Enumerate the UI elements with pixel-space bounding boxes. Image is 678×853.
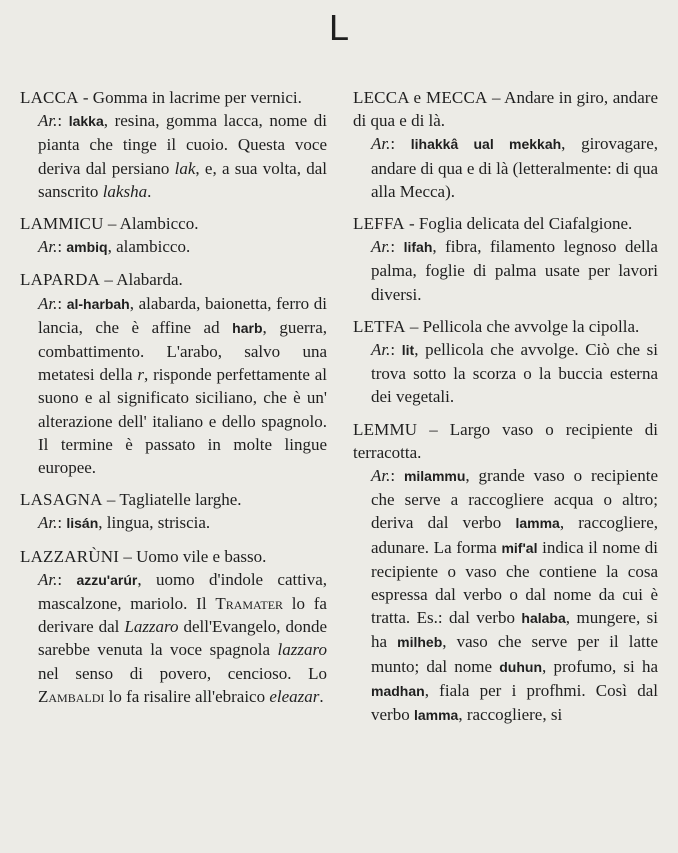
- definition: Andare in giro, andare di qua e di là.: [353, 88, 659, 131]
- arabic-term: harb: [232, 319, 263, 336]
- label-ar: Ar.: [371, 340, 391, 360]
- label-ar: Ar.: [371, 237, 391, 257]
- label-ar: Ar.: [38, 111, 58, 131]
- body-text: .: [147, 181, 152, 201]
- author-name: Zambaldi: [38, 686, 105, 706]
- entry-heading-line: [20, 86, 327, 109]
- definition: Alabarda.: [116, 270, 183, 290]
- italic-term: eleazar: [269, 686, 320, 706]
- body-text: , fiala per i profhmi. Così dal verbo: [371, 680, 658, 725]
- definition: Gomma in lacrime per vernici.: [92, 88, 302, 107]
- entry-heading-line: [353, 315, 658, 338]
- italic-term: r: [137, 365, 144, 385]
- separator: –: [417, 419, 450, 439]
- definition: Largo vaso o recipiente di terracotta.: [353, 419, 658, 462]
- body-text: lo fa derivare dal: [38, 594, 327, 637]
- arabic-term: azzu'arúr: [76, 571, 138, 588]
- headword: LAMMICU: [20, 214, 104, 234]
- headword: LASAGNA: [20, 490, 103, 510]
- etymology-paragraph: [20, 109, 327, 203]
- label-ar: Ar.: [371, 466, 391, 486]
- dictionary-entry: [20, 545, 327, 708]
- italic-term: Lazzaro: [124, 617, 179, 637]
- arabic-term: lifah: [403, 239, 433, 256]
- body-text: , grande vaso o recipiente che serve a raccogliere acqua o altro; deriva dal verbo: [371, 466, 658, 533]
- body-text: , lingua, striscia.: [98, 513, 211, 533]
- dictionary-entry: [353, 315, 658, 409]
- body-text: , alambicco.: [107, 237, 191, 257]
- dictionary-entry: [20, 86, 327, 203]
- body-text: :: [57, 569, 77, 589]
- etymology-paragraph: [20, 235, 327, 259]
- body-text: , profumo, si ha: [542, 656, 658, 676]
- dictionary-entry: [20, 212, 327, 259]
- definition: Pellicola che avvolge la cipolla.: [422, 316, 640, 336]
- body-text: lo fa risalire all'ebraico: [104, 686, 270, 706]
- headword: LEMMU: [353, 419, 418, 439]
- dictionary-entry: [353, 86, 658, 203]
- etymology-paragraph: [353, 338, 658, 409]
- body-text: , alabarda, baionetta, ferro di lancia, che è affine ad: [38, 293, 327, 337]
- headword: LETFA: [353, 316, 406, 336]
- italic-term: laksha: [102, 181, 148, 201]
- body-text: , raccogliere, si: [458, 705, 563, 725]
- separator: -: [78, 88, 93, 107]
- entry-heading-line: [20, 545, 327, 568]
- body-text: , resina, gomma lacca, nome di pianta che tinge il cuoio. Questa voce deriva dal persiano: [38, 111, 327, 178]
- label-ar: Ar.: [38, 237, 58, 257]
- dictionary-entry: [353, 418, 658, 728]
- italic-term: lazzaro: [277, 640, 327, 660]
- body-text: :: [390, 237, 404, 257]
- separator: -: [404, 214, 419, 234]
- arabic-term: milammu: [403, 468, 466, 485]
- dictionary-entry: [20, 488, 327, 535]
- entry-heading-line: [353, 418, 658, 464]
- arabic-term: lisán: [66, 515, 99, 532]
- body-text: dell'Evangelo, donde sarebbe venuta la voce spagnola: [38, 617, 327, 660]
- left-column: [20, 86, 327, 717]
- arabic-term: lihakkâ ual mekkah: [410, 136, 562, 153]
- entry-heading-line: [20, 212, 327, 235]
- arabic-term: lakka: [68, 113, 104, 130]
- headword: LECCA e MECCA: [353, 88, 488, 107]
- arabic-term: lamma: [413, 707, 459, 724]
- body-text: .: [319, 686, 324, 706]
- headword: LAPARDA: [20, 270, 101, 290]
- separator: –: [119, 546, 137, 566]
- body-text: , fibra, filamento legnoso della palma, foglie di palma usate per lavori diversi.: [371, 237, 658, 304]
- entry-heading-line: [20, 488, 327, 511]
- entry-heading-line: [353, 86, 658, 132]
- definition: Alambicco.: [119, 214, 199, 234]
- headword: LACCA: [20, 88, 79, 107]
- label-ar: Ar.: [38, 293, 58, 313]
- label-ar: Ar.: [38, 513, 58, 533]
- body-text: :: [390, 340, 402, 360]
- body-text: , raccogliere, adunare. La forma: [371, 513, 658, 557]
- label-ar: Ar.: [38, 569, 58, 589]
- arabic-term: ambiq: [66, 239, 108, 256]
- arabic-term: halaba: [521, 610, 566, 627]
- author-name: Tramater: [215, 594, 284, 614]
- body-text: , e, a sua volta, dal sanscrito: [38, 158, 328, 201]
- arabic-term: madhan: [371, 682, 425, 699]
- arabic-term: al-harbah: [66, 295, 130, 312]
- entry-heading-line: [20, 268, 327, 291]
- body-text: , uomo d'indole cattiva, mascalzone, mariolo. Il: [38, 569, 327, 614]
- arabic-term: lamma: [515, 515, 560, 532]
- body-text: , risponde perfettamente al suono e al significato siciliano, che è un' alterazione dell' italiano e dello spagnolo. Il termine è passato in molte lingue europee.: [38, 365, 327, 478]
- arabic-term: milheb: [397, 634, 443, 651]
- right-column: [353, 86, 658, 736]
- definition: Tagliatelle larghe.: [119, 490, 242, 510]
- arabic-term: duhun: [499, 658, 543, 675]
- etymology-paragraph: [353, 132, 658, 203]
- body-text: :: [390, 466, 404, 486]
- etymology-paragraph: [20, 568, 327, 708]
- headword: LAZZARÙNI: [20, 546, 120, 566]
- body-text: , pellicola che avvolge. Ciò che si trova sotto la scorza o la buccia esterna dei vegetali.: [371, 340, 658, 407]
- arabic-term: lit: [401, 342, 415, 359]
- body-text: , vaso che serve per il latte munto; dal nome: [371, 632, 658, 676]
- entry-heading-line: [353, 212, 658, 235]
- arabic-term: mif'al: [501, 539, 538, 556]
- italic-term: lak: [174, 158, 196, 178]
- dictionary-entry: [353, 212, 658, 306]
- etymology-paragraph: [353, 235, 658, 306]
- definition: Foglia delicata del Ciafalgione.: [418, 214, 633, 234]
- separator: –: [405, 316, 423, 336]
- headword: LEFFA: [353, 214, 405, 234]
- etymology-paragraph: [20, 511, 327, 535]
- body-text: indica il nome di recipiente o vaso che contiene la cosa espressa dal verbo o dal nome da cui è tratta. Es.: dal verbo: [371, 537, 658, 628]
- body-text: , girovagare, andare di qua e di là (letteralmente: di qua alla Mecca).: [371, 134, 658, 201]
- body-text: , guerra, combattimento. L'arabo, salvo una metatesi della: [38, 317, 327, 385]
- dictionary-entry: [20, 268, 327, 479]
- body-text: :: [57, 237, 67, 257]
- separator: –: [100, 270, 117, 290]
- body-text: :: [57, 293, 67, 313]
- label-ar: Ar.: [371, 134, 391, 154]
- separator: –: [487, 88, 505, 107]
- separator: –: [103, 214, 120, 234]
- etymology-paragraph: [353, 464, 658, 727]
- section-letter-heading: L: [328, 7, 350, 48]
- body-text: :: [57, 111, 69, 131]
- body-text: :: [390, 134, 411, 154]
- body-text: :: [57, 513, 67, 533]
- definition: Uomo vile e basso.: [136, 546, 267, 566]
- etymology-paragraph: [20, 292, 327, 480]
- body-text: nel senso di povero, cencioso. Lo: [38, 663, 327, 683]
- separator: –: [102, 490, 120, 510]
- body-text: , mungere, si ha: [371, 608, 658, 652]
